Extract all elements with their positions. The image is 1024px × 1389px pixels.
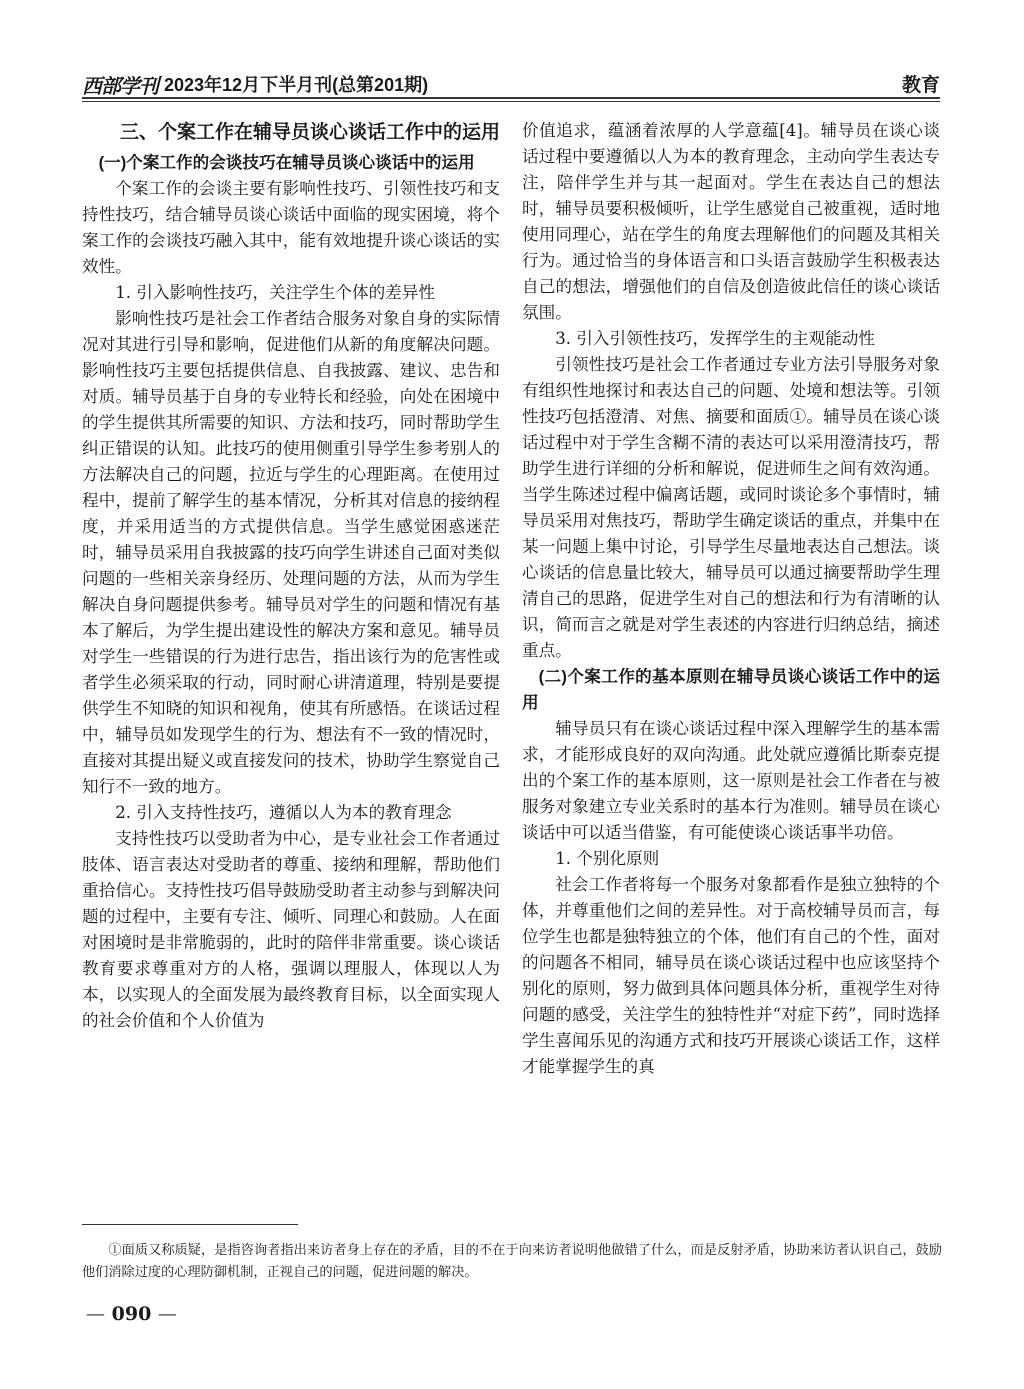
footnote: ①面质又称质疑，是指咨询者指出来访者身上存在的矛盾，目的不在于向来访者说明他做错了什么，而是反射矛盾，协助来访者认识自己，鼓励他们消除过度的心理防御机制，正视自己的问题，促进问题的解决。 [82, 1243, 942, 1280]
subsection-heading: (二)个案工作的基本原则在辅导员谈心谈话工作中的运用 [522, 667, 940, 712]
page-number-text: 090 [111, 1303, 152, 1325]
running-header [82, 70, 940, 98]
header-rule [82, 97, 940, 99]
paragraph: 个案工作的会谈主要有影响性技巧、引领性技巧和支持性技巧，结合辅导员谈心谈话中面临的现实困境，将个案工作的会谈技巧融入其中，能有效地提升谈心谈话的实效性。 [82, 179, 500, 276]
journal-logo: 西部学刊 [82, 74, 158, 98]
paragraph-continued: 价值追求，蕴涵着浓厚的人学意蕴[4]。辅导员在谈心谈话过程中要遵循以人为本的教育理念，主动向学生表达专注，陪伴学生并与其一起面对。学生在表达自己的想法时，辅导员要积极倾听，让学生感觉自己被重视，适时地使用同理心，站在学生的角度去理解他们的问题及其相关行为。通过恰当的身体语言和口头语言鼓励学生积极表达自己的想法，增强他们的自信及创造彼此信任的谈心谈话氛围。 [522, 121, 940, 322]
footnote-rule [82, 1224, 298, 1225]
paragraph: 社会工作者将每一个服务对象都看作是独立独特的个体，并尊重他们之间的差异性。对于高校辅导员而言，每位学生也都是独特独立的个体，他们有自己的个性，面对的问题各不相同，辅导员在谈心谈话过程中也应该坚持个别化的原则，努力做到具体问题具体分析，重视学生对待问题的感受，关注学生的独特性并“对症下药”，同时选择学生喜闻乐见的沟通方式和技巧开展谈心谈话工作，这样才能掌握学生的真 [522, 875, 940, 1076]
paragraph: 支持性技巧以受助者为中心，是专业社会工作者通过肢体、语言表达对受助者的尊重、接纳和理解，帮助他们重拾信心。支持性技巧倡导鼓励受助者主动参与到解决问题的过程中，主要有专注、倾听、同理心和鼓励。人在面对困境时是非常脆弱的，此时的陪伴非常重要。谈心谈话教育要求尊重对方的人格，强调以理服人，体现以人为本，以实现人的全面发展为最终教育目标，以全面实现人的社会价值和个人价值为 [82, 829, 500, 1030]
section-name: 教育 [901, 75, 940, 96]
subsection-heading: (一)个案工作的会谈技巧在辅导员谈心谈话中的运用 [98, 153, 475, 172]
page-dash-left: — [86, 1303, 105, 1325]
paragraph: 引领性技巧是社会工作者通过专业方法引导服务对象有组织性地探讨和表达自己的问题、处境和想法等。引领性技巧包括澄清、对焦、摘要和面质①。辅导员在谈心谈话过程中对于学生含糊不清的表达可以采用澄清技巧，帮助学生进行详细的分析和解说，促进师生之间有效沟通。当学生陈述过程中偏离话题，或同时谈论多个事情时，辅导员采用对焦技巧，帮助学生确定谈话的重点，并集中在某一问题上集中讨论，引导学生尽量地表达自己想法。谈心谈话的信息量比较大，辅导员可以通过摘要帮助学生理清自己的思路，促进学生对自己的想法和行为有清晰的认识，简而言之就是对学生表述的内容进行归纳总结，摘述重点。 [522, 355, 940, 660]
paragraph: 1. 个别化原则 [555, 849, 660, 868]
paragraph: 2. 引入支持性技巧，遵循以人为本的教育理念 [115, 803, 452, 822]
paragraph: 1. 引入影响性技巧，关注学生个体的差异性 [115, 283, 435, 302]
page-dash-right: — [157, 1303, 177, 1325]
right-column [522, 118, 940, 1080]
issue-info: 2023年12月下半月刊(总第201期) [164, 75, 429, 95]
paragraph: 3. 引入引领性技巧，发挥学生的主观能动性 [555, 329, 875, 348]
paragraph: 影响性技巧是社会工作者结合服务对象自身的实际情况对其进行引导和影响，促进他们从新的角度解决问题。影响性技巧主要包括提供信息、自我披露、建议、忠告和对质。辅导员基于自身的专业特长和经验，向处在困境中的学生提供其所需要的知识、方法和技巧，同时帮助学生纠正错误的认知。此技巧的使用侧重引导学生参考别人的方法解决自己的问题，拉近与学生的心理距离。在使用过程中，提前了解学生的基本情况，分析其对信息的接纳程度，并采用适当的方式提供信息。当学生感觉困惑迷茫时，辅导员采用自我披露的技巧向学生讲述自己面对类似问题的一些相关亲身经历、处理问题的方法，从而为学生解决自身问题提供参考。辅导员对学生的问题和情况有基本了解后，为学生提出建设性的解决方案和意见。辅导员对学生一些错误的行为进行忠告，指出该行为的危害性或者学生必须采取的行动，同时耐心讲清道理，特别是要提供学生不知晓的知识和视角，使其有所感悟。在谈话过程中，辅导员如发现学生的行为、想法有不一致的情况时，直接对其提出疑义或直接发问的技术，协助学生察觉自己知行不一致的地方。 [82, 309, 500, 796]
left-column [82, 118, 500, 1034]
header-rule-thin [82, 101, 940, 102]
section-heading: 三、个案工作在辅导员谈心谈话工作中的运用 [120, 122, 501, 143]
paragraph: 辅导员只有在谈心谈话过程中深入理解学生的基本需求，才能形成良好的双向沟通。此处就应遵循比斯泰克提出的个案工作的基本原则，这一原则是社会工作者在与被服务对象建立专业关系时的基本行为准则。辅导员在谈心谈话中可以适当借鉴，有可能使谈心谈话事半功倍。 [522, 719, 940, 842]
page-number [86, 1303, 177, 1325]
